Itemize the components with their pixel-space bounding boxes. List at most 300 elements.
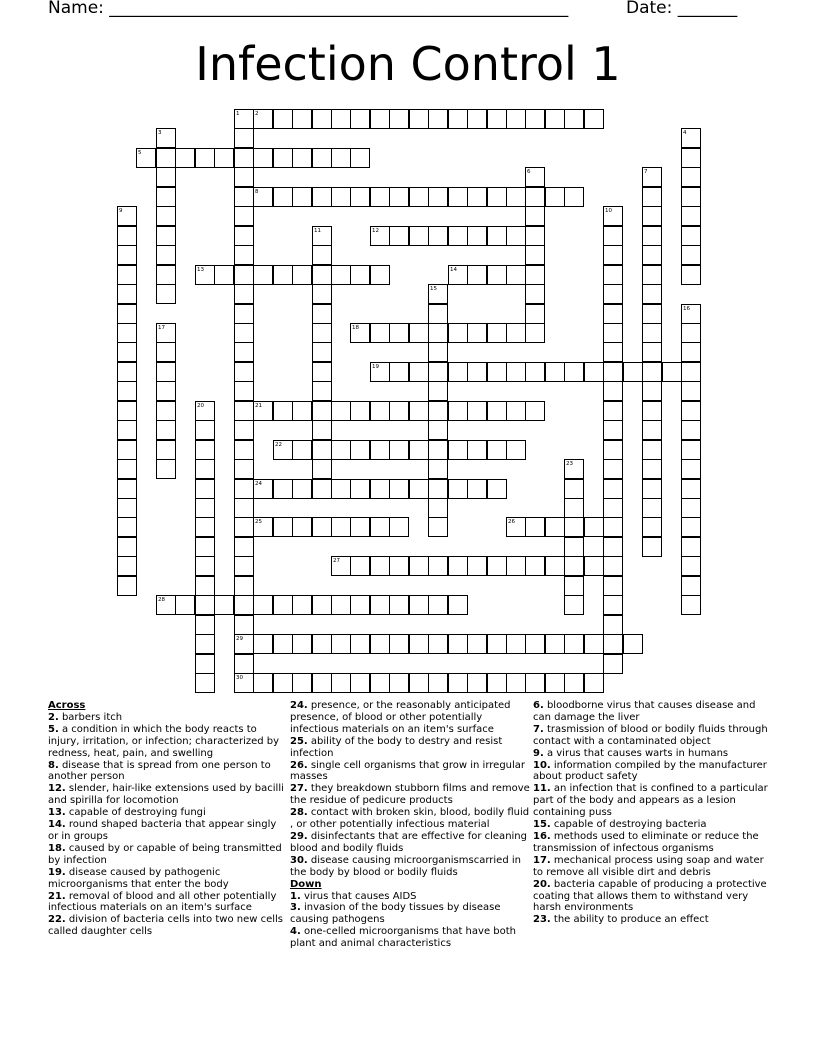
grid-cell[interactable] xyxy=(681,206,701,226)
grid-cell[interactable] xyxy=(428,362,448,382)
grid-cell[interactable] xyxy=(525,304,545,324)
grid-cell[interactable] xyxy=(350,109,370,129)
grid-cell[interactable] xyxy=(234,323,254,343)
grid-cell[interactable] xyxy=(642,459,662,479)
grid-cell[interactable] xyxy=(681,440,701,460)
grid-cell[interactable] xyxy=(156,381,176,401)
grid-cell[interactable] xyxy=(253,673,273,693)
grid-cell[interactable] xyxy=(409,323,429,343)
grid-cell[interactable] xyxy=(642,323,662,343)
grid-cell[interactable] xyxy=(292,265,312,285)
grid-cell[interactable] xyxy=(389,556,409,576)
grid-cell[interactable] xyxy=(545,109,565,129)
grid-cell[interactable] xyxy=(603,654,623,674)
grid-cell[interactable] xyxy=(195,595,215,615)
grid-cell[interactable] xyxy=(681,420,701,440)
grid-cell[interactable] xyxy=(409,556,429,576)
grid-cell[interactable] xyxy=(564,595,584,615)
grid-cell[interactable] xyxy=(292,401,312,421)
grid-cell[interactable] xyxy=(681,323,701,343)
grid-cell[interactable] xyxy=(564,634,584,654)
grid-cell[interactable] xyxy=(350,673,370,693)
grid-cell[interactable] xyxy=(642,206,662,226)
grid-cell[interactable] xyxy=(234,556,254,576)
grid-cell[interactable] xyxy=(156,284,176,304)
grid-cell[interactable] xyxy=(234,245,254,265)
grid-cell[interactable] xyxy=(681,576,701,596)
grid-cell[interactable] xyxy=(312,479,332,499)
grid-cell[interactable] xyxy=(312,401,332,421)
grid-cell[interactable] xyxy=(525,401,545,421)
grid-cell[interactable] xyxy=(312,362,332,382)
grid-cell[interactable] xyxy=(331,440,351,460)
grid-cell[interactable] xyxy=(642,479,662,499)
grid-cell[interactable] xyxy=(331,595,351,615)
grid-cell[interactable] xyxy=(487,440,507,460)
grid-cell[interactable] xyxy=(370,517,390,537)
grid-cell[interactable] xyxy=(448,362,468,382)
grid-cell[interactable] xyxy=(642,342,662,362)
grid-cell[interactable] xyxy=(292,148,312,168)
grid-cell[interactable] xyxy=(409,634,429,654)
grid-cell[interactable] xyxy=(273,401,293,421)
grid-cell[interactable] xyxy=(389,109,409,129)
grid-cell[interactable] xyxy=(467,479,487,499)
grid-cell[interactable] xyxy=(506,226,526,246)
grid-cell[interactable] xyxy=(545,362,565,382)
grid-cell[interactable] xyxy=(545,634,565,654)
grid-cell[interactable] xyxy=(234,654,254,674)
grid-cell[interactable] xyxy=(681,265,701,285)
grid-cell[interactable] xyxy=(642,517,662,537)
grid-cell[interactable] xyxy=(603,401,623,421)
grid-cell[interactable] xyxy=(350,479,370,499)
grid-cell[interactable] xyxy=(350,634,370,654)
grid-cell[interactable] xyxy=(195,634,215,654)
grid-cell[interactable] xyxy=(195,517,215,537)
grid-cell[interactable] xyxy=(117,362,137,382)
grid-cell[interactable] xyxy=(195,576,215,596)
grid-cell[interactable] xyxy=(312,517,332,537)
grid-cell[interactable] xyxy=(292,595,312,615)
grid-cell[interactable] xyxy=(642,362,662,382)
grid-cell[interactable] xyxy=(428,381,448,401)
grid-cell[interactable] xyxy=(662,362,682,382)
grid-cell[interactable] xyxy=(545,187,565,207)
grid-cell[interactable] xyxy=(389,362,409,382)
grid-cell[interactable] xyxy=(156,148,176,168)
grid-cell[interactable] xyxy=(273,187,293,207)
grid-cell[interactable] xyxy=(525,634,545,654)
date-field-label[interactable]: Date: _______ xyxy=(626,0,738,18)
grid-cell[interactable] xyxy=(428,323,448,343)
grid-cell[interactable] xyxy=(273,109,293,129)
grid-cell[interactable] xyxy=(370,634,390,654)
grid-cell[interactable] xyxy=(117,537,137,557)
grid-cell[interactable] xyxy=(467,187,487,207)
grid-cell[interactable] xyxy=(370,556,390,576)
grid-cell[interactable] xyxy=(603,576,623,596)
grid-cell[interactable] xyxy=(117,342,137,362)
grid-cell[interactable] xyxy=(642,401,662,421)
grid-cell[interactable] xyxy=(506,673,526,693)
grid-cell[interactable] xyxy=(681,226,701,246)
grid-cell[interactable] xyxy=(428,673,448,693)
grid-cell[interactable] xyxy=(545,517,565,537)
grid-cell[interactable] xyxy=(312,284,332,304)
grid-cell[interactable] xyxy=(448,479,468,499)
grid-cell[interactable] xyxy=(487,556,507,576)
grid-cell[interactable] xyxy=(681,517,701,537)
grid-cell[interactable] xyxy=(350,556,370,576)
grid-cell[interactable] xyxy=(370,440,390,460)
grid-cell[interactable] xyxy=(234,459,254,479)
grid-cell[interactable] xyxy=(681,556,701,576)
grid-cell[interactable] xyxy=(642,226,662,246)
grid-cell[interactable] xyxy=(642,187,662,207)
grid-cell[interactable] xyxy=(448,673,468,693)
grid-cell[interactable] xyxy=(584,517,604,537)
grid-cell[interactable] xyxy=(234,284,254,304)
grid-cell[interactable] xyxy=(117,576,137,596)
grid-cell[interactable] xyxy=(506,362,526,382)
grid-cell[interactable] xyxy=(603,245,623,265)
grid-cell[interactable] xyxy=(175,148,195,168)
grid-cell[interactable] xyxy=(234,537,254,557)
grid-cell[interactable] xyxy=(564,517,584,537)
grid-cell[interactable] xyxy=(603,381,623,401)
grid-cell[interactable] xyxy=(253,634,273,654)
grid-cell[interactable] xyxy=(487,401,507,421)
grid-cell[interactable] xyxy=(564,362,584,382)
grid-cell[interactable] xyxy=(195,556,215,576)
grid-cell[interactable] xyxy=(292,673,312,693)
grid-cell[interactable] xyxy=(603,556,623,576)
grid-cell[interactable] xyxy=(331,479,351,499)
grid-cell[interactable] xyxy=(448,440,468,460)
grid-cell[interactable] xyxy=(603,362,623,382)
grid-cell[interactable] xyxy=(642,498,662,518)
grid-cell[interactable] xyxy=(156,206,176,226)
grid-cell[interactable] xyxy=(350,265,370,285)
grid-cell[interactable] xyxy=(253,148,273,168)
grid-cell[interactable] xyxy=(545,556,565,576)
grid-cell[interactable] xyxy=(681,381,701,401)
grid-cell[interactable] xyxy=(117,304,137,324)
grid-cell[interactable] xyxy=(681,401,701,421)
grid-cell[interactable] xyxy=(448,226,468,246)
grid-cell[interactable] xyxy=(195,537,215,557)
grid-cell[interactable] xyxy=(292,109,312,129)
grid-cell[interactable] xyxy=(273,148,293,168)
grid-cell[interactable] xyxy=(195,615,215,635)
grid-cell[interactable] xyxy=(623,362,643,382)
grid-cell[interactable] xyxy=(487,323,507,343)
grid-cell[interactable] xyxy=(312,381,332,401)
grid-cell[interactable] xyxy=(603,517,623,537)
grid-cell[interactable] xyxy=(525,284,545,304)
grid-cell[interactable] xyxy=(370,673,390,693)
grid-cell[interactable] xyxy=(506,109,526,129)
grid-cell[interactable] xyxy=(253,265,273,285)
grid-cell[interactable] xyxy=(292,187,312,207)
grid-cell[interactable] xyxy=(545,673,565,693)
grid-cell[interactable] xyxy=(642,381,662,401)
grid-cell[interactable] xyxy=(681,187,701,207)
grid-cell[interactable] xyxy=(564,673,584,693)
grid-cell[interactable] xyxy=(487,109,507,129)
grid-cell[interactable] xyxy=(370,109,390,129)
grid-cell[interactable] xyxy=(195,654,215,674)
grid-cell[interactable] xyxy=(370,323,390,343)
grid-cell[interactable] xyxy=(428,634,448,654)
grid-cell[interactable] xyxy=(409,595,429,615)
grid-cell[interactable] xyxy=(525,245,545,265)
grid-cell[interactable] xyxy=(312,109,332,129)
grid-cell[interactable] xyxy=(525,673,545,693)
grid-cell[interactable] xyxy=(117,420,137,440)
grid-cell[interactable] xyxy=(389,440,409,460)
grid-cell[interactable] xyxy=(292,634,312,654)
grid-cell[interactable] xyxy=(487,226,507,246)
grid-cell[interactable] xyxy=(156,342,176,362)
grid-cell[interactable] xyxy=(331,148,351,168)
grid-cell[interactable] xyxy=(467,323,487,343)
grid-cell[interactable] xyxy=(603,284,623,304)
grid-cell[interactable] xyxy=(117,245,137,265)
grid-cell[interactable] xyxy=(117,265,137,285)
grid-cell[interactable] xyxy=(195,420,215,440)
grid-cell[interactable] xyxy=(312,323,332,343)
grid-cell[interactable] xyxy=(564,537,584,557)
grid-cell[interactable] xyxy=(603,537,623,557)
grid-cell[interactable] xyxy=(603,304,623,324)
grid-cell[interactable] xyxy=(331,265,351,285)
grid-cell[interactable] xyxy=(603,595,623,615)
grid-cell[interactable] xyxy=(525,187,545,207)
grid-cell[interactable] xyxy=(117,226,137,246)
grid-cell[interactable] xyxy=(525,265,545,285)
grid-cell[interactable] xyxy=(195,479,215,499)
grid-cell[interactable] xyxy=(117,459,137,479)
grid-cell[interactable] xyxy=(273,673,293,693)
grid-cell[interactable] xyxy=(389,187,409,207)
grid-cell[interactable] xyxy=(312,245,332,265)
grid-cell[interactable] xyxy=(117,517,137,537)
grid-cell[interactable] xyxy=(117,284,137,304)
grid-cell[interactable] xyxy=(603,479,623,499)
grid-cell[interactable] xyxy=(331,401,351,421)
grid-cell[interactable] xyxy=(525,517,545,537)
grid-cell[interactable] xyxy=(603,498,623,518)
grid-cell[interactable] xyxy=(448,595,468,615)
grid-cell[interactable] xyxy=(487,187,507,207)
grid-cell[interactable] xyxy=(506,323,526,343)
grid-cell[interactable] xyxy=(312,440,332,460)
grid-cell[interactable] xyxy=(234,167,254,187)
grid-cell[interactable] xyxy=(273,479,293,499)
grid-cell[interactable] xyxy=(312,595,332,615)
grid-cell[interactable] xyxy=(603,459,623,479)
grid-cell[interactable] xyxy=(467,634,487,654)
grid-cell[interactable] xyxy=(389,226,409,246)
grid-cell[interactable] xyxy=(448,109,468,129)
grid-cell[interactable] xyxy=(428,517,448,537)
grid-cell[interactable] xyxy=(234,265,254,285)
grid-cell[interactable] xyxy=(156,440,176,460)
grid-cell[interactable] xyxy=(273,634,293,654)
grid-cell[interactable] xyxy=(467,265,487,285)
grid-cell[interactable] xyxy=(156,401,176,421)
grid-cell[interactable] xyxy=(487,673,507,693)
grid-cell[interactable] xyxy=(312,342,332,362)
grid-cell[interactable] xyxy=(234,498,254,518)
grid-cell[interactable] xyxy=(681,148,701,168)
grid-cell[interactable] xyxy=(681,498,701,518)
grid-cell[interactable] xyxy=(642,537,662,557)
grid-cell[interactable] xyxy=(234,401,254,421)
grid-cell[interactable] xyxy=(642,440,662,460)
grid-cell[interactable] xyxy=(234,304,254,324)
grid-cell[interactable] xyxy=(603,615,623,635)
grid-cell[interactable] xyxy=(312,187,332,207)
grid-cell[interactable] xyxy=(623,634,643,654)
grid-cell[interactable] xyxy=(487,362,507,382)
grid-cell[interactable] xyxy=(156,245,176,265)
grid-cell[interactable] xyxy=(506,265,526,285)
grid-cell[interactable] xyxy=(389,595,409,615)
grid-cell[interactable] xyxy=(681,167,701,187)
grid-cell[interactable] xyxy=(487,265,507,285)
grid-cell[interactable] xyxy=(428,226,448,246)
grid-cell[interactable] xyxy=(487,479,507,499)
grid-cell[interactable] xyxy=(312,148,332,168)
grid-cell[interactable] xyxy=(564,187,584,207)
grid-cell[interactable] xyxy=(331,634,351,654)
grid-cell[interactable] xyxy=(467,673,487,693)
grid-cell[interactable] xyxy=(370,187,390,207)
grid-cell[interactable] xyxy=(584,556,604,576)
grid-cell[interactable] xyxy=(312,459,332,479)
grid-cell[interactable] xyxy=(117,479,137,499)
grid-cell[interactable] xyxy=(331,187,351,207)
grid-cell[interactable] xyxy=(350,517,370,537)
grid-cell[interactable] xyxy=(681,595,701,615)
grid-cell[interactable] xyxy=(370,479,390,499)
grid-cell[interactable] xyxy=(370,595,390,615)
grid-cell[interactable] xyxy=(603,440,623,460)
grid-cell[interactable] xyxy=(331,109,351,129)
grid-cell[interactable] xyxy=(467,440,487,460)
grid-cell[interactable] xyxy=(292,479,312,499)
grid-cell[interactable] xyxy=(195,673,215,693)
grid-cell[interactable] xyxy=(603,226,623,246)
grid-cell[interactable] xyxy=(156,420,176,440)
grid-cell[interactable] xyxy=(506,634,526,654)
grid-cell[interactable] xyxy=(331,517,351,537)
grid-cell[interactable] xyxy=(409,362,429,382)
grid-cell[interactable] xyxy=(175,595,195,615)
grid-cell[interactable] xyxy=(156,362,176,382)
grid-cell[interactable] xyxy=(195,498,215,518)
grid-cell[interactable] xyxy=(156,459,176,479)
grid-cell[interactable] xyxy=(195,459,215,479)
grid-cell[interactable] xyxy=(467,109,487,129)
grid-cell[interactable] xyxy=(603,634,623,654)
grid-cell[interactable] xyxy=(234,342,254,362)
grid-cell[interactable] xyxy=(603,342,623,362)
grid-cell[interactable] xyxy=(409,401,429,421)
grid-cell[interactable] xyxy=(370,401,390,421)
grid-cell[interactable] xyxy=(564,498,584,518)
grid-cell[interactable] xyxy=(156,265,176,285)
grid-cell[interactable] xyxy=(350,187,370,207)
grid-cell[interactable] xyxy=(117,498,137,518)
grid-cell[interactable] xyxy=(428,420,448,440)
grid-cell[interactable] xyxy=(156,187,176,207)
grid-cell[interactable] xyxy=(506,440,526,460)
grid-cell[interactable] xyxy=(564,479,584,499)
grid-cell[interactable] xyxy=(467,362,487,382)
grid-cell[interactable] xyxy=(525,556,545,576)
grid-cell[interactable] xyxy=(214,265,234,285)
grid-cell[interactable] xyxy=(350,148,370,168)
grid-cell[interactable] xyxy=(117,381,137,401)
grid-cell[interactable] xyxy=(564,556,584,576)
grid-cell[interactable] xyxy=(428,595,448,615)
grid-cell[interactable] xyxy=(525,206,545,226)
grid-cell[interactable] xyxy=(603,323,623,343)
grid-cell[interactable] xyxy=(273,595,293,615)
grid-cell[interactable] xyxy=(409,479,429,499)
grid-cell[interactable] xyxy=(428,109,448,129)
grid-cell[interactable] xyxy=(642,265,662,285)
grid-cell[interactable] xyxy=(331,673,351,693)
grid-cell[interactable] xyxy=(525,323,545,343)
name-field-label[interactable]: Name: ______________________________________________________ xyxy=(48,0,569,18)
grid-cell[interactable] xyxy=(117,323,137,343)
grid-cell[interactable] xyxy=(525,109,545,129)
grid-cell[interactable] xyxy=(564,576,584,596)
grid-cell[interactable] xyxy=(584,109,604,129)
grid-cell[interactable] xyxy=(234,187,254,207)
grid-cell[interactable] xyxy=(681,342,701,362)
grid-cell[interactable] xyxy=(564,109,584,129)
grid-cell[interactable] xyxy=(234,420,254,440)
grid-cell[interactable] xyxy=(584,634,604,654)
grid-cell[interactable] xyxy=(312,265,332,285)
grid-cell[interactable] xyxy=(642,420,662,440)
grid-cell[interactable] xyxy=(350,401,370,421)
grid-cell[interactable] xyxy=(350,595,370,615)
grid-cell[interactable] xyxy=(234,595,254,615)
grid-cell[interactable] xyxy=(389,479,409,499)
grid-cell[interactable] xyxy=(312,304,332,324)
grid-cell[interactable] xyxy=(234,576,254,596)
grid-cell[interactable] xyxy=(525,226,545,246)
grid-cell[interactable] xyxy=(467,401,487,421)
grid-cell[interactable] xyxy=(234,440,254,460)
grid-cell[interactable] xyxy=(234,226,254,246)
grid-cell[interactable] xyxy=(448,556,468,576)
grid-cell[interactable] xyxy=(195,440,215,460)
grid-cell[interactable] xyxy=(409,673,429,693)
grid-cell[interactable] xyxy=(195,148,215,168)
grid-cell[interactable] xyxy=(117,440,137,460)
grid-cell[interactable] xyxy=(312,634,332,654)
grid-cell[interactable] xyxy=(234,362,254,382)
grid-cell[interactable] xyxy=(584,673,604,693)
